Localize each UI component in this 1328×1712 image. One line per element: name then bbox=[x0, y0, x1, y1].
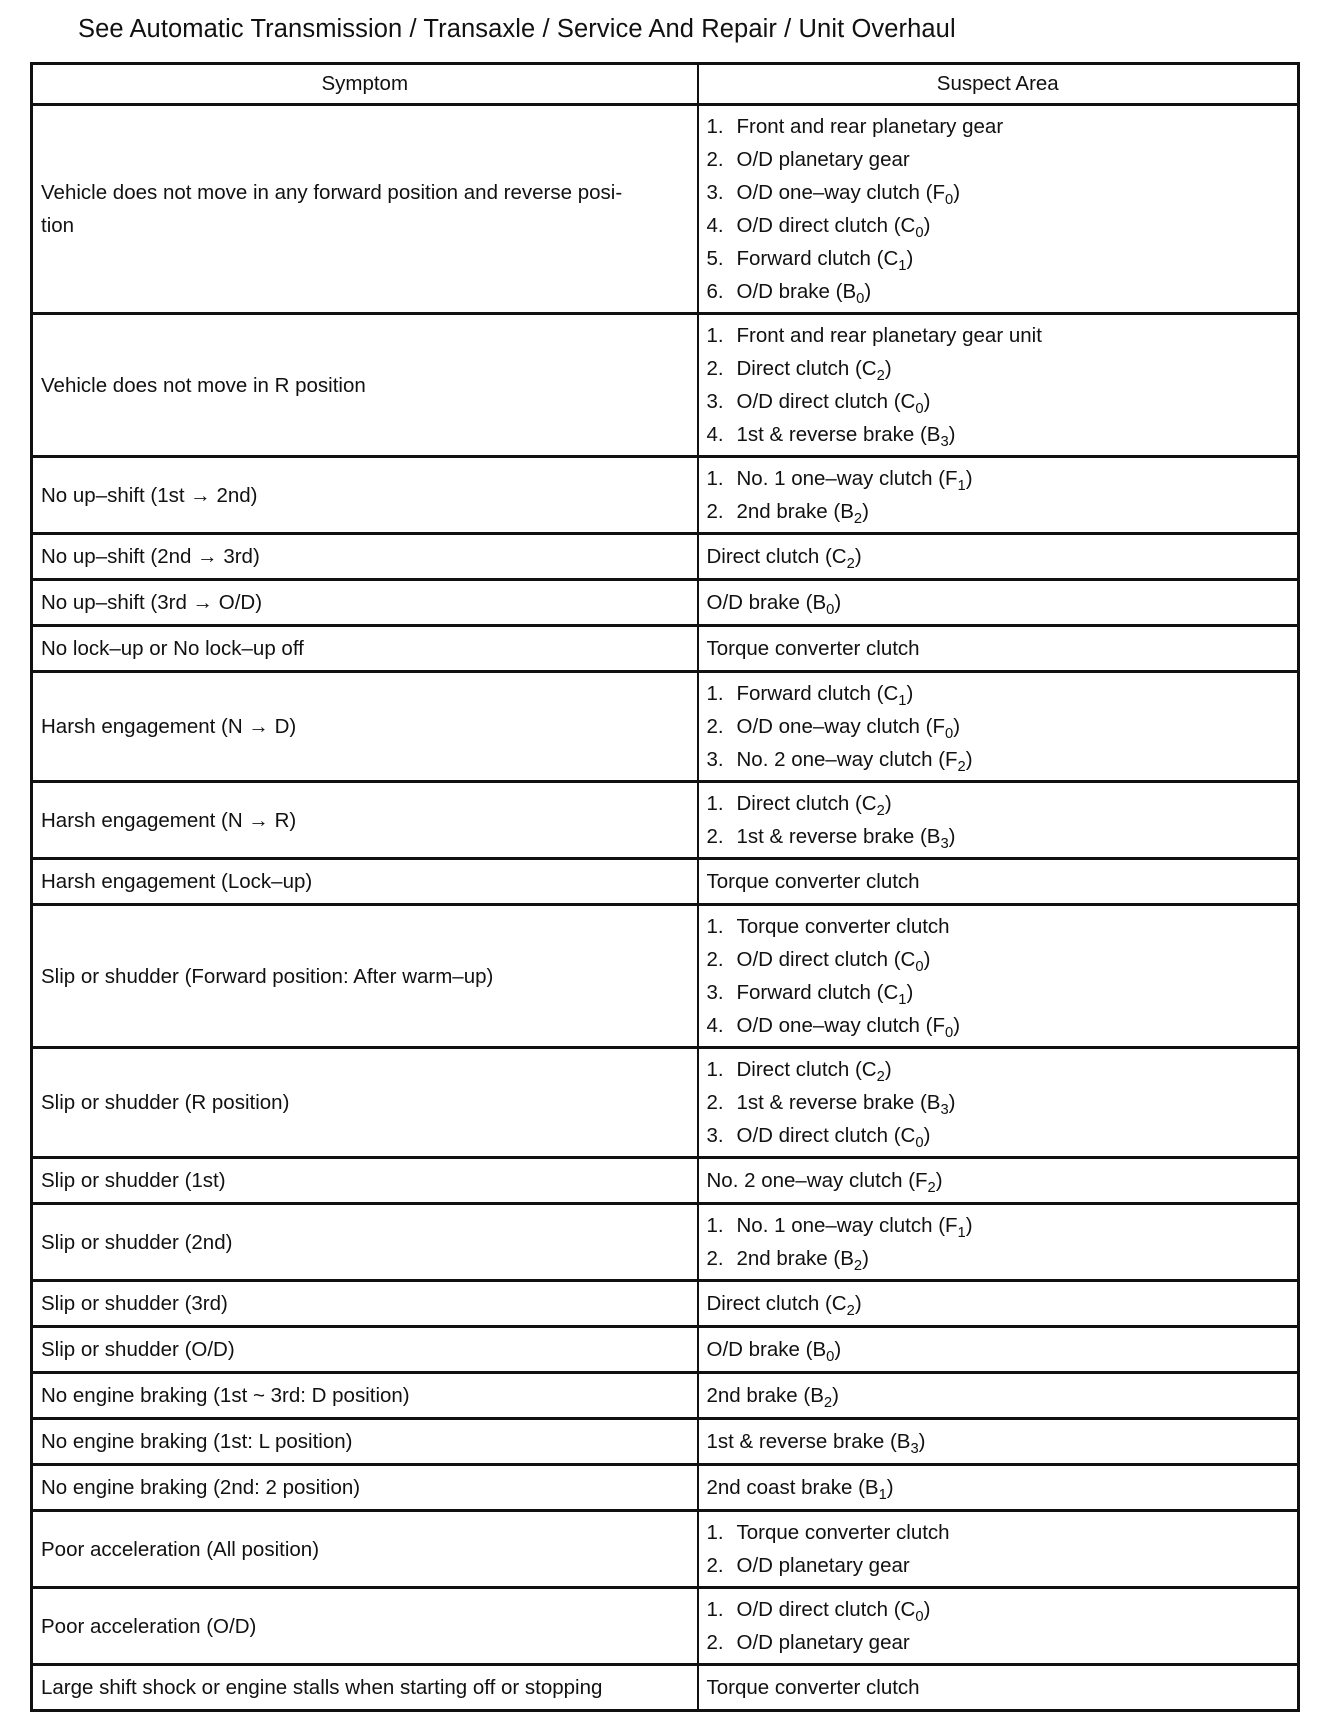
symptom-cell bbox=[32, 1048, 698, 1158]
symptom-cell bbox=[32, 859, 698, 905]
closing-paren: ) bbox=[923, 948, 931, 971]
component-subscript: 0 bbox=[945, 1025, 954, 1042]
table-row bbox=[32, 580, 1299, 626]
list-item-number: 3. bbox=[706, 1124, 724, 1147]
list-item-number: 6. bbox=[706, 280, 724, 303]
list-item bbox=[707, 1086, 1290, 1119]
list-item-number: 1. bbox=[706, 915, 724, 938]
component-subscript: 1 bbox=[957, 478, 966, 495]
closing-paren: ) bbox=[918, 1430, 926, 1453]
table-row bbox=[32, 1158, 1299, 1204]
component-subscript: 0 bbox=[945, 192, 954, 209]
component-subscript: 0 bbox=[915, 1609, 924, 1626]
closing-paren: ) bbox=[906, 981, 914, 1004]
component-subscript: 3 bbox=[940, 1102, 949, 1119]
list-item bbox=[707, 143, 1290, 176]
suspect-area-cell bbox=[698, 1511, 1299, 1588]
table-row bbox=[32, 1373, 1299, 1419]
list-item-number: 1. bbox=[706, 1598, 724, 1621]
closing-paren: ) bbox=[884, 792, 892, 815]
list-item-number: 2. bbox=[706, 825, 724, 848]
suspect-area-text: Direct clutch (C bbox=[736, 357, 877, 380]
list-item bbox=[707, 710, 1290, 743]
suspect-area-text: 1st & reverse brake (B bbox=[706, 1430, 911, 1453]
closing-paren: ) bbox=[854, 545, 862, 568]
closing-paren: ) bbox=[965, 748, 973, 771]
symptom-cell bbox=[32, 105, 698, 314]
suspect-area-cell bbox=[698, 1048, 1299, 1158]
list-item bbox=[707, 352, 1290, 385]
suspect-area-cell bbox=[698, 534, 1299, 580]
list-item bbox=[707, 1009, 1290, 1042]
suspect-area-text: O/D one–way clutch (F bbox=[736, 181, 945, 204]
table-row bbox=[32, 1419, 1299, 1465]
list-item bbox=[707, 385, 1290, 418]
table-header-row bbox=[32, 64, 1299, 105]
component-subscript: 2 bbox=[876, 1069, 885, 1086]
list-item bbox=[707, 110, 1290, 143]
component-subscript: 3 bbox=[940, 434, 949, 451]
list-item bbox=[707, 242, 1290, 275]
suspect-area-text: Front and rear planetary gear bbox=[736, 115, 1004, 138]
component-subscript: 2 bbox=[846, 556, 855, 573]
list-item bbox=[707, 1549, 1290, 1582]
suspect-area-single bbox=[707, 1471, 1290, 1504]
table-row bbox=[32, 1281, 1299, 1327]
list-item-number: 1. bbox=[706, 324, 724, 347]
suspect-area-cell bbox=[698, 1465, 1299, 1511]
suspect-area-single bbox=[707, 632, 1290, 665]
list-item-number: 2. bbox=[706, 1631, 724, 1654]
list-item-number: 1. bbox=[706, 1058, 724, 1081]
list-item-number: 2. bbox=[706, 948, 724, 971]
symptom-cell bbox=[32, 1373, 698, 1419]
suspect-area-single bbox=[707, 540, 1290, 573]
symptom-text: Harsh engagement (Lock–up) bbox=[41, 870, 313, 893]
component-subscript: 0 bbox=[945, 726, 954, 743]
symptom-cell bbox=[32, 1281, 698, 1327]
closing-paren: ) bbox=[953, 1014, 961, 1037]
closing-paren: ) bbox=[854, 1292, 862, 1315]
symptom-cell bbox=[32, 1588, 698, 1665]
list-item bbox=[707, 677, 1290, 710]
list-item-number: 2. bbox=[706, 1091, 724, 1114]
symptom-cell bbox=[32, 314, 698, 457]
suspect-area-cell bbox=[698, 1419, 1299, 1465]
suspect-area-text: Torque converter clutch bbox=[736, 1521, 950, 1544]
component-subscript: 0 bbox=[915, 959, 924, 976]
symptom-text: Harsh engagement (N → D) bbox=[41, 715, 297, 738]
symptom-text: Slip or shudder (R position) bbox=[41, 1091, 290, 1114]
suspect-area-cell bbox=[698, 1281, 1299, 1327]
component-subscript: 2 bbox=[957, 759, 966, 776]
suspect-area-text: Forward clutch (C bbox=[736, 247, 899, 270]
symptom-cell bbox=[32, 1511, 698, 1588]
symptom-cell bbox=[32, 782, 698, 859]
component-subscript: 0 bbox=[915, 401, 924, 418]
table-row bbox=[32, 626, 1299, 672]
suspect-area-text: Torque converter clutch bbox=[706, 1676, 920, 1699]
component-subscript: 2 bbox=[846, 1303, 855, 1320]
list-item bbox=[707, 820, 1290, 853]
symptom-cell bbox=[32, 1419, 698, 1465]
suspect-area-cell bbox=[698, 1158, 1299, 1204]
component-subscript: 0 bbox=[915, 1135, 924, 1152]
suspect-area-cell bbox=[698, 1204, 1299, 1281]
closing-paren: ) bbox=[923, 390, 931, 413]
component-subscript: 2 bbox=[927, 1180, 936, 1197]
suspect-area-single bbox=[707, 586, 1290, 619]
suspect-area-cell bbox=[698, 626, 1299, 672]
suspect-area-text: O/D direct clutch (C bbox=[736, 1124, 916, 1147]
table-row bbox=[32, 1665, 1299, 1711]
suspect-area-single bbox=[707, 1671, 1290, 1704]
table-row bbox=[32, 1588, 1299, 1665]
suspect-area-text: O/D brake (B bbox=[706, 1338, 827, 1361]
closing-paren: ) bbox=[906, 247, 914, 270]
table-row bbox=[32, 1511, 1299, 1588]
list-item-number: 1. bbox=[706, 1521, 724, 1544]
suspect-area-text: 1st & reverse brake (B bbox=[736, 1091, 941, 1114]
closing-paren: ) bbox=[906, 682, 914, 705]
suspect-area-text: 2nd brake (B bbox=[736, 500, 854, 523]
symptom-text: Vehicle does not move in any forward position and reverse posi- tion bbox=[41, 181, 623, 237]
symptom-cell bbox=[32, 1204, 698, 1281]
table-row bbox=[32, 105, 1299, 314]
suspect-area-cell bbox=[698, 1327, 1299, 1373]
component-subscript: 1 bbox=[878, 1487, 887, 1504]
closing-paren: ) bbox=[832, 1384, 839, 1407]
list-item bbox=[707, 910, 1290, 943]
list-item bbox=[707, 495, 1290, 528]
suspect-area-cell bbox=[698, 859, 1299, 905]
suspect-area-text: O/D brake (B bbox=[736, 280, 857, 303]
list-item bbox=[707, 209, 1290, 242]
closing-paren: ) bbox=[953, 715, 961, 738]
closing-paren: ) bbox=[953, 181, 961, 204]
suspect-area-text: O/D planetary gear bbox=[736, 148, 910, 171]
suspect-area-text: 2nd brake (B bbox=[706, 1384, 824, 1407]
list-item-number: 3. bbox=[706, 390, 724, 413]
suspect-area-cell bbox=[698, 1373, 1299, 1419]
list-item bbox=[707, 418, 1290, 451]
list-item-number: 5. bbox=[706, 247, 724, 270]
closing-paren: ) bbox=[965, 467, 973, 490]
suspect-area-single bbox=[707, 1425, 1290, 1458]
table-row bbox=[32, 1048, 1299, 1158]
component-subscript: 2 bbox=[876, 368, 885, 385]
component-subscript: 2 bbox=[823, 1395, 833, 1412]
suspect-area-text: No. 1 one–way clutch (F bbox=[736, 1214, 958, 1237]
suspect-area-cell bbox=[698, 905, 1299, 1048]
closing-paren: ) bbox=[948, 825, 956, 848]
closing-paren: ) bbox=[948, 1091, 956, 1114]
suspect-area-text: 2nd coast brake (B bbox=[706, 1476, 879, 1499]
symptom-cell bbox=[32, 1327, 698, 1373]
component-subscript: 0 bbox=[856, 291, 865, 308]
list-item bbox=[707, 275, 1290, 308]
list-item bbox=[707, 1119, 1290, 1152]
suspect-area-text: O/D direct clutch (C bbox=[736, 214, 916, 237]
list-item-number: 1. bbox=[706, 115, 724, 138]
symptom-cell bbox=[32, 534, 698, 580]
suspect-area-cell bbox=[698, 314, 1299, 457]
suspect-area-single bbox=[707, 1164, 1290, 1197]
symptom-text: No engine braking (1st ~ 3rd: D position) bbox=[41, 1384, 410, 1407]
component-subscript: 0 bbox=[915, 225, 924, 242]
closing-paren: ) bbox=[864, 280, 872, 303]
list-item-number: 2. bbox=[706, 500, 724, 523]
suspect-area-text: Torque converter clutch bbox=[706, 870, 920, 893]
symptom-table bbox=[30, 62, 1300, 1712]
closing-paren: ) bbox=[834, 591, 842, 614]
symptom-cell bbox=[32, 672, 698, 782]
column-header-suspect-area: Suspect Area bbox=[698, 64, 1299, 105]
suspect-area-text: Direct clutch (C bbox=[736, 1058, 877, 1081]
suspect-area-single bbox=[707, 1379, 1290, 1412]
closing-paren: ) bbox=[862, 1247, 869, 1270]
suspect-area-text: No. 2 one–way clutch (F bbox=[736, 748, 958, 771]
suspect-area-text: O/D direct clutch (C bbox=[736, 390, 916, 413]
page-header: See Automatic Transmission / Transaxle / Service And Repair / Unit Overhaul bbox=[78, 15, 956, 43]
component-subscript: 2 bbox=[853, 511, 863, 528]
component-subscript: 1 bbox=[898, 258, 907, 275]
suspect-area-text: Direct clutch (C bbox=[736, 792, 877, 815]
symptom-text: Harsh engagement (N → R) bbox=[41, 808, 297, 832]
symptom-cell bbox=[32, 1465, 698, 1511]
closing-paren: ) bbox=[948, 423, 956, 446]
symptom-cell bbox=[32, 1158, 698, 1204]
suspect-area-cell bbox=[698, 1588, 1299, 1665]
suspect-area-text: O/D one–way clutch (F bbox=[736, 715, 945, 738]
list-item bbox=[707, 943, 1290, 976]
suspect-area-cell bbox=[698, 580, 1299, 626]
component-subscript: 0 bbox=[826, 1349, 835, 1366]
suspect-area-text: No. 2 one–way clutch (F bbox=[706, 1169, 928, 1192]
symptom-text: No lock–up or No lock–up off bbox=[41, 637, 304, 660]
symptom-cell bbox=[32, 1665, 698, 1711]
closing-paren: ) bbox=[965, 1214, 973, 1237]
closing-paren: ) bbox=[923, 214, 931, 237]
suspect-area-single bbox=[707, 1333, 1290, 1366]
closing-paren: ) bbox=[884, 357, 892, 380]
suspect-area-text: Forward clutch (C bbox=[736, 981, 899, 1004]
closing-paren: ) bbox=[935, 1169, 943, 1192]
table-row bbox=[32, 672, 1299, 782]
suspect-area-cell bbox=[698, 782, 1299, 859]
symptom-text: Slip or shudder (2nd) bbox=[41, 1230, 233, 1254]
suspect-area-text: 1st & reverse brake (B bbox=[736, 825, 941, 848]
component-subscript: 2 bbox=[853, 1258, 863, 1275]
suspect-area-text: 2nd brake (B bbox=[736, 1247, 854, 1270]
list-item bbox=[707, 462, 1290, 495]
suspect-area-cell bbox=[698, 457, 1299, 534]
list-item bbox=[707, 1053, 1290, 1086]
list-item-number: 2. bbox=[706, 1554, 724, 1577]
symptom-text: No up–shift (1st → 2nd) bbox=[41, 483, 258, 507]
list-item bbox=[707, 1593, 1290, 1626]
symptom-cell bbox=[32, 905, 698, 1048]
list-item-number: 3. bbox=[706, 181, 724, 204]
symptom-text: Slip or shudder (1st) bbox=[41, 1169, 226, 1192]
suspect-area-cell bbox=[698, 1665, 1299, 1711]
symptom-text: No engine braking (2nd: 2 position) bbox=[41, 1476, 361, 1499]
table-row bbox=[32, 1204, 1299, 1281]
symptom-text: Slip or shudder (3rd) bbox=[41, 1292, 228, 1315]
symptom-text: No engine braking (1st: L position) bbox=[41, 1430, 353, 1453]
suspect-area-text: O/D planetary gear bbox=[736, 1554, 910, 1577]
list-item-number: 2. bbox=[706, 1247, 724, 1270]
suspect-area-text: No. 1 one–way clutch (F bbox=[736, 467, 958, 490]
list-item-number: 1. bbox=[706, 792, 724, 815]
list-item-number: 2. bbox=[706, 148, 724, 171]
column-header-symptom: Symptom bbox=[32, 64, 698, 105]
suspect-area-text: Direct clutch (C bbox=[706, 1292, 847, 1315]
symptom-text: Vehicle does not move in R position bbox=[41, 373, 366, 397]
list-item-number: 2. bbox=[706, 715, 724, 738]
suspect-area-cell bbox=[698, 672, 1299, 782]
closing-paren: ) bbox=[886, 1476, 894, 1499]
list-item bbox=[707, 1516, 1290, 1549]
suspect-area-single bbox=[707, 865, 1290, 898]
list-item bbox=[707, 1209, 1290, 1242]
closing-paren: ) bbox=[923, 1124, 931, 1147]
table-body bbox=[32, 105, 1299, 1711]
list-item bbox=[707, 976, 1290, 1009]
list-item-number: 4. bbox=[706, 1014, 724, 1037]
suspect-area-text: Direct clutch (C bbox=[706, 545, 847, 568]
table-row bbox=[32, 314, 1299, 457]
suspect-area-text: Front and rear planetary gear unit bbox=[736, 324, 1042, 347]
list-item bbox=[707, 787, 1290, 820]
symptom-text: Slip or shudder (O/D) bbox=[41, 1338, 235, 1361]
closing-paren: ) bbox=[834, 1338, 842, 1361]
list-item bbox=[707, 319, 1290, 352]
component-subscript: 1 bbox=[898, 693, 907, 710]
component-subscript: 2 bbox=[876, 803, 885, 820]
list-item-number: 3. bbox=[706, 981, 724, 1004]
list-item bbox=[707, 1242, 1290, 1275]
list-item-number: 3. bbox=[706, 748, 724, 771]
list-item-number: 4. bbox=[706, 214, 724, 237]
table-row bbox=[32, 782, 1299, 859]
list-item bbox=[707, 743, 1290, 776]
list-item-number: 4. bbox=[706, 423, 724, 446]
list-item-number: 2. bbox=[706, 357, 724, 380]
symptom-text: Poor acceleration (O/D) bbox=[41, 1614, 257, 1638]
suspect-area-text: O/D planetary gear bbox=[736, 1631, 910, 1654]
suspect-area-text: O/D brake (B bbox=[706, 591, 827, 614]
table-row bbox=[32, 905, 1299, 1048]
list-item bbox=[707, 1626, 1290, 1659]
list-item-number: 1. bbox=[706, 682, 724, 705]
symptom-cell bbox=[32, 457, 698, 534]
symptom-text: Poor acceleration (All position) bbox=[41, 1537, 320, 1561]
suspect-area-text: Forward clutch (C bbox=[736, 682, 899, 705]
table-row bbox=[32, 457, 1299, 534]
suspect-area-text: O/D direct clutch (C bbox=[736, 948, 916, 971]
suspect-area-single bbox=[707, 1287, 1290, 1320]
symptom-text: No up–shift (2nd → 3rd) bbox=[41, 545, 260, 568]
table-row bbox=[32, 1327, 1299, 1373]
table-row bbox=[32, 534, 1299, 580]
symptom-text: No up–shift (3rd → O/D) bbox=[41, 591, 263, 614]
closing-paren: ) bbox=[862, 500, 869, 523]
suspect-area-text: Torque converter clutch bbox=[736, 915, 950, 938]
table-row bbox=[32, 1465, 1299, 1511]
list-item bbox=[707, 176, 1290, 209]
suspect-area-text: O/D one–way clutch (F bbox=[736, 1014, 945, 1037]
suspect-area-text: Torque converter clutch bbox=[706, 637, 920, 660]
suspect-area-text: O/D direct clutch (C bbox=[736, 1598, 916, 1621]
component-subscript: 1 bbox=[957, 1225, 966, 1242]
closing-paren: ) bbox=[884, 1058, 892, 1081]
symptom-cell bbox=[32, 626, 698, 672]
suspect-area-text: 1st & reverse brake (B bbox=[736, 423, 941, 446]
list-item-number: 1. bbox=[706, 467, 724, 490]
component-subscript: 0 bbox=[826, 602, 835, 619]
closing-paren: ) bbox=[923, 1598, 931, 1621]
suspect-area-cell bbox=[698, 105, 1299, 314]
table-row bbox=[32, 859, 1299, 905]
symptom-cell bbox=[32, 580, 698, 626]
symptom-text: Slip or shudder (Forward position: After warm–up) bbox=[41, 964, 494, 988]
component-subscript: 3 bbox=[910, 1441, 919, 1458]
component-subscript: 3 bbox=[940, 836, 949, 853]
symptom-text: Large shift shock or engine stalls when starting off or stopping bbox=[41, 1676, 603, 1699]
list-item-number: 1. bbox=[706, 1214, 724, 1237]
component-subscript: 1 bbox=[898, 992, 907, 1009]
